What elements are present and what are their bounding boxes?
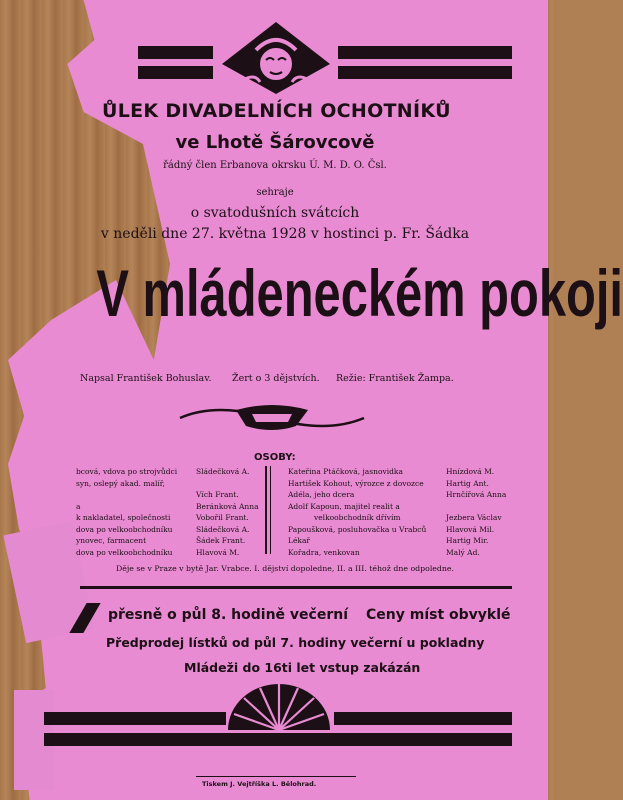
section-rule [80,586,512,589]
organization-name: ŮLEK DIVADELNÍCH OCHOTNÍKŮ [102,100,451,122]
left-roles: bcová, vdova po strojvůdci syn, oslepý akad. malíř, a k nakladatel, společnosti dova po velkoobchodníku ynovec, farmacent dova po velkoobchodníku [76,467,178,557]
scene-note: Děje se v Praze v bytě Jar. Vrabce. I. dějství dopoledne, II. a III. téhož dne odpoledne. [116,564,455,573]
performance-date: v neděli dne 27. května 1928 v hostinci p. Fr. Šádka [100,226,470,242]
organization-village: ve Lhotě Šárovcově [175,132,375,153]
occasion-text: o svatodušních svátcích [190,205,360,221]
sehraje-text: sehraje [256,187,294,198]
cast-column-divider [270,466,271,554]
presale-info: Předprodej lístků od půl 7. hodiny večerní u pokladny [106,635,485,650]
youth-restriction: Mládeži do 16ti let vstup zakázán [184,660,421,675]
start-time: přesně o půl 8. hodině večerní [108,607,349,623]
cast-column-divider [265,466,267,554]
top-rule-left [138,66,213,79]
top-rule-left [138,46,213,59]
play-title: V mládeneckém pokoji [96,256,623,330]
ticket-prices: Ceny míst obvyklé [366,607,511,623]
author-credit: Napsal František Bohuslav. [80,373,212,384]
right-actors: Hnízdová M. Hartig Ant. Hrnčířová Anna Jezbera Václav Hlavová Mil. Hartig Mir. Malý Ad. [446,467,507,557]
left-actors: Sládečková A. Vích Frant. Beránková Anna Vobořil Frant. Sládečková A. Šádek Frant. Hlavová M. [196,467,259,557]
ornamental-divider-icon [176,400,368,436]
printer-credit: Tiskem J. Vejtříška L. Bělohrad. [202,780,317,788]
right-roles: Kateřina Ptáčková, jasnovidka Hartišek Kohout, výrozce z dovozce Adéla, jeho dcera Adolf Kapoun, majitel realit a velkoobchodník dřívím Papoušková, posluhovačka u Vrabců Lékař Kořadra, venkovan [288,467,427,557]
muse-head-emblem-icon [220,20,332,96]
genre-credit: Žert o 3 dějstvích. [232,373,320,384]
director-credit: Režie: František Žampa. [336,373,454,384]
membership-line: řádný člen Erbanova okrsku Ú. M. D. O. Čsl. [163,160,387,171]
sunburst-ornament-icon [224,680,334,732]
printer-rule [196,776,356,777]
top-rule-right [338,66,512,79]
bottom-rule-left [44,712,226,725]
bottom-rule-full [44,733,512,746]
bottom-rule-right [334,712,512,725]
cast-heading: OSOBY: [254,452,296,463]
top-rule-right [338,46,512,59]
